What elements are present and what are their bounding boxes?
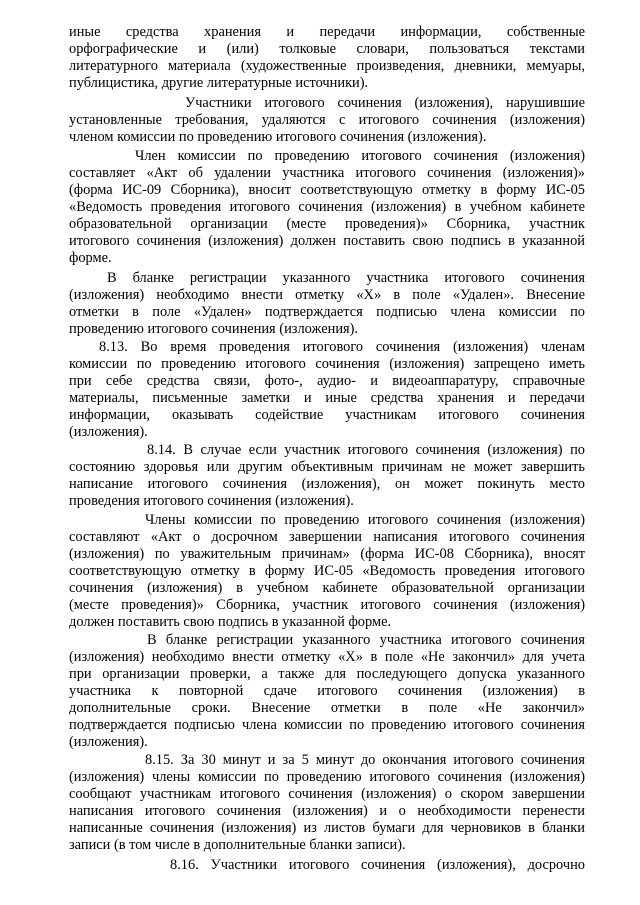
text-line: проведения итогового сочинения (изложения). [69,493,354,509]
text-line: орфографические и (или) толковые словари, пользоваться текстами [69,41,585,57]
text-line: подтверждается подписью члена комиссии по проведению итогового сочинения [69,717,585,733]
text-line: В бланке регистрации указанного участника итогового сочинения [107,270,585,286]
text-line: комиссии по проведению итогового сочинения (изложения) запрещено иметь [69,356,585,372]
text-line: форме. [69,250,112,266]
text-line: итогового сочинения (изложения) должен поставить свою подпись в указанной [69,233,585,249]
text-line: написания итогового сочинения (изложения) и о необходимости перенести [69,803,585,819]
text-line: 8.16. Участники итогового сочинения (изложения), досрочно [170,857,585,873]
text-line: информации, оказывать содействие участникам итогового сочинения [69,407,585,423]
text-line: Член комиссии по проведению итогового сочинения (изложения) [135,148,585,164]
text-line: публицистика, другие литературные источники). [69,75,369,91]
text-line: 8.14. В случае если участник итогового сочинения (изложения) по [147,442,585,458]
text-line: сочинения (изложения) в учебном кабинете образовательной организации [69,580,585,596]
text-line: должен поставить свою подпись в указанной форме. [69,614,392,630]
text-line: (месте проведения)» Сборника, участник итогового сочинения (изложения) [69,597,585,613]
text-line: литературного материала (художественные произведения, дневники, мемуары, [69,58,585,74]
text-line: Члены комиссии по проведению итогового сочинения (изложения) [145,512,585,528]
text-line: (изложения) необходимо внести отметку «Х» в поле «Удален». Внесение [69,287,585,303]
text-line: составляет «Акт об удалении участника итогового сочинения (изложения)» [69,165,585,181]
text-line: «Ведомость проведения итогового сочинения (изложения) в учебном кабинете [69,199,585,215]
text-line: В бланке регистрации указанного участника итогового сочинения [147,632,585,648]
text-line: участника к повторной сдаче итогового сочинения (изложения) в [69,683,585,699]
text-line: (изложения). [69,424,148,440]
text-line: 8.13. Во время проведения итогового сочинения (изложения) членам [99,339,585,355]
text-line: написание итогового сочинения (изложения), он может покинуть место [69,476,585,492]
text-line: (изложения). [69,734,148,750]
text-line: Участники итогового сочинения (изложения), нарушившие [185,95,585,111]
text-line: (изложения) члены комиссии по проведению итогового сочинения (изложения) [69,769,585,785]
text-line: записи (в том числе в дополнительные бланки записи). [69,837,406,853]
text-line: соответствующую отметку в форму ИС-05 «Ведомость проведения итогового [69,563,585,579]
text-line: составляют «Акт о досрочном завершении написания итогового сочинения [69,529,585,545]
text-line: состоянию здоровья или другим объективным причинам не может завершить [69,459,585,475]
text-line: 8.15. За 30 минут и за 5 минут до окончания итогового сочинения [145,752,585,768]
text-line: членом комиссии по проведению итогового сочинения (изложения). [69,129,487,145]
text-line: проведению итогового сочинения (изложения). [69,321,359,337]
text-line: дополнительные сроки. Внесение отметки в поле «Не закончил» [69,700,585,716]
text-line: (изложения) необходимо внести отметку «Х» в поле «Не закончил» для учета [69,649,585,665]
text-line: материалы, письменные заметки и иные средства хранения и передачи [69,390,585,406]
text-line: (изложения) по уважительным причинам» (форма ИС-08 Сборника), вносят [69,546,585,562]
text-line: отметки в поле «Удален» подтверждается подписью члена комиссии по [69,304,585,320]
text-line: при организации проверки, а также для последующего допуска указанного [69,666,585,682]
text-line: установленные требования, удаляются с итогового сочинения (изложения) [69,112,585,128]
text-line: (форма ИС-09 Сборника), вносит соответствующую отметку в форму ИС-05 [69,182,585,198]
text-line: иные средства хранения и передачи информации, собственные [69,24,585,40]
text-line: образовательной организации (месте проведения)» Сборника, участник [69,216,585,232]
text-line: написанные сочинения (изложения) из листов бумаги для черновиков в бланки [69,820,585,836]
text-line: при себе средства связи, фото-, аудио- и видеоаппаратуру, справочные [69,373,585,389]
text-line: сообщают участникам итогового сочинения (изложения) о скором завершении [69,786,585,802]
